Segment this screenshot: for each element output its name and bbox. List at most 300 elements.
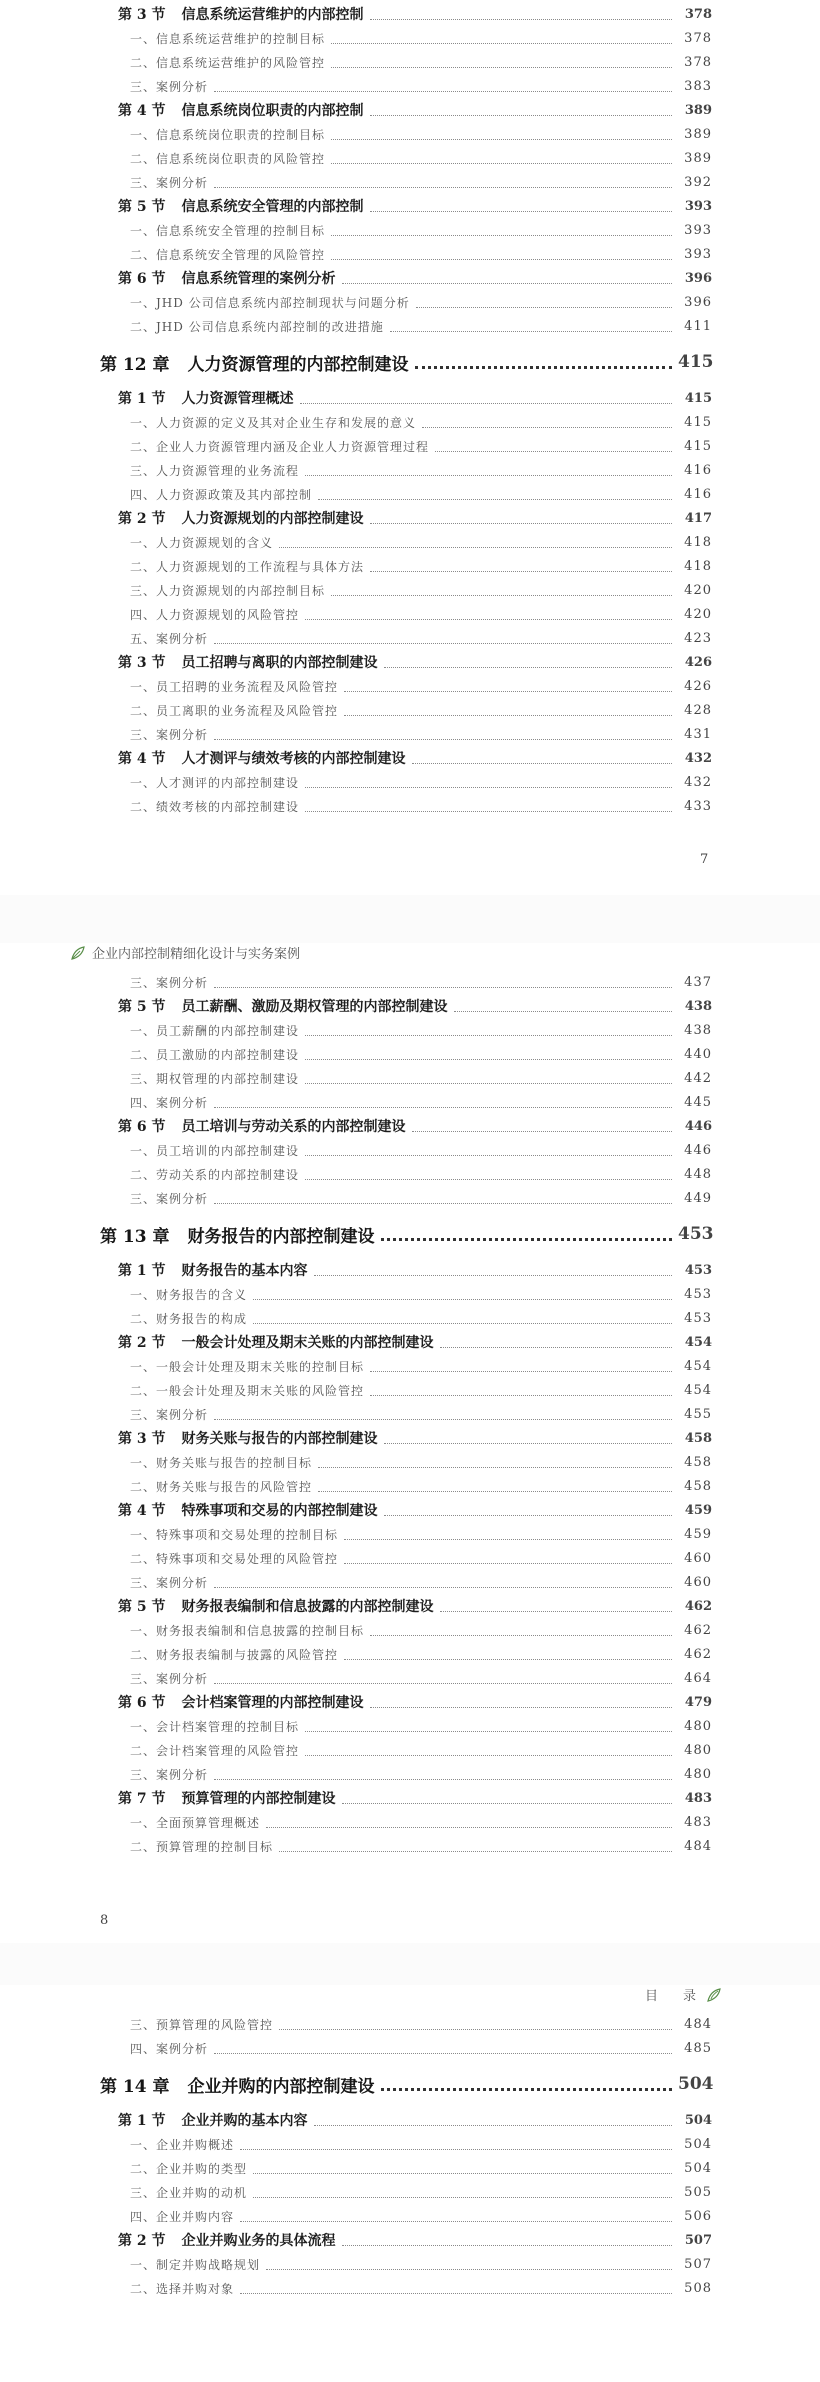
entry-page-number: 393 (684, 246, 712, 262)
entry-page-number: 442 (684, 1070, 712, 1086)
entry-page-number: 506 (684, 2208, 712, 2224)
subsection-entry[interactable] (100, 50, 712, 74)
subsection-entry[interactable] (100, 1762, 712, 1786)
entry-title: 一、JHD 公司信息系统内部控制现状与问题分析 (130, 295, 410, 310)
section-entry[interactable] (100, 386, 712, 410)
toc-page-1 (0, 0, 820, 895)
entry-page-number: 415 (684, 414, 712, 430)
subsection-entry[interactable] (100, 1042, 712, 1066)
entry-title: 信息系统安全管理的内部控制 (181, 199, 364, 215)
subsection-entry[interactable] (100, 2156, 712, 2180)
dot-leader (422, 427, 672, 428)
subsection-entry[interactable] (100, 458, 712, 482)
entry-page-number: 446 (684, 1118, 712, 1134)
toc-page-2 (0, 943, 820, 1943)
dot-leader (331, 235, 672, 236)
dot-leader (344, 1659, 672, 1660)
dot-leader (440, 1347, 673, 1348)
dot-leader (214, 1683, 672, 1684)
entry-page-number: 417 (684, 510, 712, 526)
entry-title: 三、预算管理的风险管控 (130, 2017, 274, 2032)
entry-label: 第 4 节 (118, 1503, 166, 1519)
entry-label: 第 6 节 (118, 1695, 166, 1711)
chapter-entry[interactable] (100, 1210, 712, 1258)
entry-page-number: 433 (684, 798, 712, 814)
entry-label: 第 3 节 (118, 7, 166, 23)
entry-title: 一、全面预算管理概述 (130, 1815, 261, 1830)
entry-title: 三、案例分析 (130, 975, 209, 990)
entry-page-number: 462 (684, 1598, 712, 1614)
leaf-icon (706, 1987, 722, 2003)
subsection-entry[interactable] (100, 1642, 712, 1666)
page-gap (0, 895, 820, 943)
entry-page-number: 454 (684, 1358, 712, 1374)
subsection-entry[interactable] (100, 698, 712, 722)
page-number: 7 (700, 852, 709, 867)
dot-leader (370, 571, 672, 572)
entry-title: 一、人才测评的内部控制建设 (130, 775, 300, 790)
section-entry[interactable] (100, 266, 712, 290)
dot-leader (331, 595, 672, 596)
subsection-entry[interactable] (100, 722, 712, 746)
entry-title: 人力资源管理的内部控制建设 (187, 354, 409, 375)
subsection-entry[interactable] (100, 1378, 712, 1402)
subsection-entry[interactable] (100, 410, 712, 434)
entry-title: 二、预算管理的控制目标 (130, 1839, 274, 1854)
entry-page-number: 445 (684, 1094, 712, 1110)
entry-page-number: 378 (684, 6, 712, 22)
section-entry[interactable] (100, 746, 712, 770)
entry-title: 二、信息系统运营维护的风险管控 (130, 55, 326, 70)
entry-title: 三、案例分析 (130, 175, 209, 190)
dot-leader (214, 1107, 672, 1108)
entry-title: 一、一般会计处理及期末关账的控制目标 (130, 1359, 365, 1374)
toc-list (100, 970, 712, 1858)
subsection-entry[interactable] (100, 554, 712, 578)
subsection-entry[interactable] (100, 770, 712, 794)
dot-leader (266, 1827, 672, 1828)
entry-title: 二、一般会计处理及期末关账的风险管控 (130, 1383, 365, 1398)
subsection-entry[interactable] (100, 602, 712, 626)
entry-label: 第 6 节 (118, 271, 166, 287)
section-entry[interactable] (100, 1330, 712, 1354)
entry-title: 员工薪酬、激励及期权管理的内部控制建设 (181, 999, 448, 1015)
subsection-entry[interactable] (100, 1738, 712, 1762)
entry-page-number: 392 (684, 174, 712, 190)
entry-title: 一、特殊事项和交易处理的控制目标 (130, 1527, 339, 1542)
subsection-entry[interactable] (100, 146, 712, 170)
subsection-entry[interactable] (100, 1090, 712, 1114)
entry-page-number: 479 (684, 1694, 712, 1710)
subsection-entry[interactable] (100, 1714, 712, 1738)
subsection-entry[interactable] (100, 530, 712, 554)
entry-title: 二、信息系统岗位职责的风险管控 (130, 151, 326, 166)
dot-leader (214, 91, 672, 92)
section-entry[interactable] (100, 2228, 712, 2252)
subsection-entry[interactable] (100, 482, 712, 506)
entry-title: 一、员工薪酬的内部控制建设 (130, 1023, 300, 1038)
entry-page-number: 460 (684, 1574, 712, 1590)
dot-leader (279, 547, 672, 548)
dot-leader (300, 403, 673, 404)
entry-label: 第 5 节 (118, 199, 166, 215)
entry-title: 企业并购的基本内容 (181, 2113, 308, 2129)
entry-title: 二、财务报表编制与披露的风险管控 (130, 1647, 339, 1662)
subsection-entry[interactable] (100, 218, 712, 242)
entry-label: 第 1 节 (118, 1263, 166, 1279)
entry-title: 二、人力资源规划的工作流程与具体方法 (130, 559, 365, 574)
subsection-entry[interactable] (100, 1474, 712, 1498)
entry-page-number: 393 (684, 198, 712, 214)
entry-title: 一般会计处理及期末关账的内部控制建设 (181, 1335, 434, 1351)
dot-leader (214, 2053, 672, 2054)
subsection-entry[interactable] (100, 242, 712, 266)
entry-page-number: 453 (678, 1224, 714, 1244)
section-entry[interactable] (100, 1594, 712, 1618)
page-gap (0, 1943, 820, 1985)
subsection-entry[interactable] (100, 122, 712, 146)
subsection-entry[interactable] (100, 1618, 712, 1642)
dot-leader (305, 1035, 672, 1036)
entry-title: 财务报告的基本内容 (181, 1263, 308, 1279)
entry-page-number: 459 (684, 1502, 712, 1518)
entry-page-number: 426 (684, 678, 712, 694)
entry-page-number: 504 (684, 2136, 712, 2152)
entry-page-number: 432 (684, 774, 712, 790)
subsection-entry[interactable] (100, 578, 712, 602)
dot-leader (253, 2173, 672, 2174)
page-number: 8 (100, 1913, 109, 1928)
entry-page-number: 431 (684, 726, 712, 742)
toc-list (100, 2, 712, 818)
entry-page-number: 415 (684, 390, 712, 406)
entry-page-number: 426 (684, 654, 712, 670)
section-entry[interactable] (100, 2, 712, 26)
entry-page-number: 438 (684, 998, 712, 1014)
entry-label: 第 4 节 (118, 103, 166, 119)
entry-label: 第 3 节 (118, 1431, 166, 1447)
entry-title: 二、财务关账与报告的风险管控 (130, 1479, 313, 1494)
dot-leader (390, 331, 672, 332)
running-head-title: 目 录 (645, 1989, 703, 2004)
dot-leader (305, 619, 672, 620)
section-entry[interactable] (100, 1786, 712, 1810)
section-entry[interactable] (100, 1498, 712, 1522)
section-entry[interactable] (100, 1114, 712, 1138)
entry-page-number: 480 (684, 1718, 712, 1734)
dot-leader (305, 1755, 672, 1756)
entry-title: 三、案例分析 (130, 1671, 209, 1686)
dot-leader (305, 475, 672, 476)
entry-title: 二、JHD 公司信息系统内部控制的改进措施 (130, 319, 384, 334)
subsection-entry[interactable] (100, 2012, 712, 2036)
entry-page-number: 420 (684, 582, 712, 598)
running-head (70, 943, 300, 962)
dot-leader (331, 259, 672, 260)
entry-page-number: 504 (678, 2074, 714, 2094)
entry-title: 二、企业并购的类型 (130, 2161, 248, 2176)
dot-leader (370, 19, 673, 20)
dot-leader (331, 67, 672, 68)
subsection-entry[interactable] (100, 1066, 712, 1090)
dot-leader (384, 667, 673, 668)
dot-leader (344, 1563, 672, 1564)
subsection-entry[interactable] (100, 1018, 712, 1042)
entry-page-number: 507 (684, 2256, 712, 2272)
dot-leader (305, 1179, 672, 1180)
dot-leader (342, 1803, 673, 1804)
entry-page-number: 393 (684, 222, 712, 238)
entry-title: 一、人力资源的定义及其对企业生存和发展的意义 (130, 415, 417, 430)
dot-leader (331, 43, 672, 44)
dot-leader (342, 2245, 673, 2246)
entry-label: 第 5 节 (118, 999, 166, 1015)
entry-page-number: 432 (684, 750, 712, 766)
subsection-entry[interactable] (100, 1282, 712, 1306)
entry-page-number: 420 (684, 606, 712, 622)
dot-leader (266, 2269, 672, 2270)
entry-page-number: 484 (684, 2016, 712, 2032)
entry-title: 三、人力资源管理的业务流程 (130, 463, 300, 478)
entry-label: 第 7 节 (118, 1791, 166, 1807)
entry-page-number: 458 (684, 1430, 712, 1446)
entry-page-number: 396 (684, 270, 712, 286)
entry-page-number: 453 (684, 1310, 712, 1326)
entry-page-number: 415 (678, 352, 714, 372)
entry-title: 四、人力资源规划的风险管控 (130, 607, 300, 622)
dot-leader (331, 139, 672, 140)
subsection-entry[interactable] (100, 1138, 712, 1162)
subsection-entry[interactable] (100, 794, 712, 818)
entry-title: 信息系统管理的案例分析 (181, 271, 336, 287)
entry-title: 一、财务报告的含义 (130, 1287, 248, 1302)
dot-leader (253, 1299, 672, 1300)
dot-leader (416, 307, 672, 308)
entry-title: 四、案例分析 (130, 1095, 209, 1110)
dot-leader (305, 1083, 672, 1084)
entry-title: 员工培训与劳动关系的内部控制建设 (181, 1119, 406, 1135)
toc-list (100, 2012, 712, 2300)
entry-page-number: 454 (684, 1334, 712, 1350)
entry-title: 一、信息系统运营维护的控制目标 (130, 31, 326, 46)
entry-page-number: 458 (684, 1478, 712, 1494)
entry-page-number: 423 (684, 630, 712, 646)
subsection-entry[interactable] (100, 1570, 712, 1594)
entry-page-number: 458 (684, 1454, 712, 1470)
entry-label: 第 2 节 (118, 2233, 166, 2249)
dot-leader (214, 1203, 672, 1204)
subsection-entry[interactable] (100, 2180, 712, 2204)
entry-page-number: 504 (684, 2160, 712, 2176)
running-head-title: 企业内部控制精细化设计与实务案例 (92, 947, 301, 962)
entry-title: 一、信息系统岗位职责的控制目标 (130, 127, 326, 142)
entry-title: 四、人力资源政策及其内部控制 (130, 487, 313, 502)
dot-leader (381, 2088, 673, 2091)
dot-leader (344, 691, 672, 692)
subsection-entry[interactable] (100, 674, 712, 698)
section-entry[interactable] (100, 2108, 712, 2132)
subsection-entry[interactable] (100, 290, 712, 314)
entry-title: 一、员工招聘的业务流程及风险管控 (130, 679, 339, 694)
dot-leader (240, 2149, 672, 2150)
dot-leader (331, 163, 672, 164)
entry-title: 二、员工激励的内部控制建设 (130, 1047, 300, 1062)
entry-page-number: 459 (684, 1526, 712, 1542)
entry-label: 第 14 章 (100, 2076, 170, 2097)
entry-title: 二、绩效考核的内部控制建设 (130, 799, 300, 814)
entry-title: 二、会计档案管理的风险管控 (130, 1743, 300, 1758)
entry-page-number: 449 (684, 1190, 712, 1206)
entry-title: 财务关账与报告的内部控制建设 (181, 1431, 378, 1447)
section-entry[interactable] (100, 506, 712, 530)
entry-title: 财务报表编制和信息披露的内部控制建设 (181, 1599, 434, 1615)
entry-page-number: 507 (684, 2232, 712, 2248)
dot-leader (384, 1443, 673, 1444)
entry-title: 二、员工离职的业务流程及风险管控 (130, 703, 339, 718)
subsection-entry[interactable] (100, 626, 712, 650)
entry-label: 第 12 章 (100, 354, 170, 375)
entry-title: 三、案例分析 (130, 79, 209, 94)
entry-title: 一、财务关账与报告的控制目标 (130, 1455, 313, 1470)
subsection-entry[interactable] (100, 2132, 712, 2156)
subsection-entry[interactable] (100, 1402, 712, 1426)
entry-title: 二、企业人力资源管理内涵及企业人力资源管理过程 (130, 439, 430, 454)
entry-page-number: 383 (684, 78, 712, 94)
entry-title: 企业并购业务的具体流程 (181, 2233, 336, 2249)
entry-title: 信息系统岗位职责的内部控制 (181, 103, 364, 119)
entry-title: 三、案例分析 (130, 1407, 209, 1422)
subsection-entry[interactable] (100, 2252, 712, 2276)
dot-leader (214, 739, 672, 740)
entry-title: 二、特殊事项和交易处理的风险管控 (130, 1551, 339, 1566)
dot-leader (305, 787, 672, 788)
entry-title: 一、制定并购战略规划 (130, 2257, 261, 2272)
section-entry[interactable] (100, 194, 712, 218)
dot-leader (305, 811, 672, 812)
entry-title: 二、财务报告的构成 (130, 1311, 248, 1326)
dot-leader (370, 1371, 672, 1372)
subsection-entry[interactable] (100, 1666, 712, 1690)
entry-title: 企业并购的内部控制建设 (187, 2076, 375, 2097)
dot-leader (370, 115, 673, 116)
entry-title: 三、案例分析 (130, 1767, 209, 1782)
entry-title: 三、案例分析 (130, 1191, 209, 1206)
subsection-entry[interactable] (100, 1522, 712, 1546)
subsection-entry[interactable] (100, 26, 712, 50)
dot-leader (435, 451, 672, 452)
entry-title: 一、企业并购概述 (130, 2137, 235, 2152)
dot-leader (314, 1275, 673, 1276)
section-entry[interactable] (100, 650, 712, 674)
entry-page-number: 438 (684, 1022, 712, 1038)
entry-page-number: 428 (684, 702, 712, 718)
entry-title: 预算管理的内部控制建设 (181, 1791, 336, 1807)
entry-page-number: 453 (684, 1262, 712, 1278)
entry-label: 第 1 节 (118, 2113, 166, 2129)
dot-leader (344, 1539, 672, 1540)
entry-label: 第 6 节 (118, 1119, 166, 1135)
dot-leader (318, 1491, 672, 1492)
subsection-entry[interactable] (100, 1162, 712, 1186)
subsection-entry[interactable] (100, 1810, 712, 1834)
subsection-entry[interactable] (100, 1546, 712, 1570)
section-entry[interactable] (100, 1690, 712, 1714)
dot-leader (344, 715, 672, 716)
subsection-entry[interactable] (100, 2204, 712, 2228)
entry-page-number: 454 (684, 1382, 712, 1398)
entry-title: 三、案例分析 (130, 727, 209, 742)
entry-title: 人才测评与绩效考核的内部控制建设 (181, 751, 406, 767)
section-entry[interactable] (100, 1258, 712, 1282)
entry-page-number: 378 (684, 54, 712, 70)
section-entry[interactable] (100, 994, 712, 1018)
dot-leader (214, 1419, 672, 1420)
subsection-entry[interactable] (100, 970, 712, 994)
subsection-entry[interactable] (100, 314, 712, 338)
dot-leader (370, 1707, 673, 1708)
entry-page-number: 448 (684, 1166, 712, 1182)
dot-leader (318, 499, 672, 500)
subsection-entry[interactable] (100, 2276, 712, 2300)
subsection-entry[interactable] (100, 74, 712, 98)
chapter-entry[interactable] (100, 2060, 712, 2108)
subsection-entry[interactable] (100, 1354, 712, 1378)
entry-label: 第 1 节 (118, 391, 166, 407)
entry-title: 一、信息系统安全管理的控制目标 (130, 223, 326, 238)
dot-leader (454, 1011, 673, 1012)
dot-leader (253, 2197, 672, 2198)
entry-page-number: 505 (684, 2184, 712, 2200)
dot-leader (214, 987, 672, 988)
subsection-entry[interactable] (100, 434, 712, 458)
entry-label: 第 4 节 (118, 751, 166, 767)
dot-leader (412, 763, 673, 764)
entry-page-number: 508 (684, 2280, 712, 2296)
entry-page-number: 462 (684, 1646, 712, 1662)
entry-title: 一、财务报表编制和信息披露的控制目标 (130, 1623, 365, 1638)
entry-title: 二、劳动关系的内部控制建设 (130, 1167, 300, 1182)
toc-page-3 (0, 1985, 820, 2382)
entry-page-number: 460 (684, 1550, 712, 1566)
subsection-entry[interactable] (100, 1834, 712, 1858)
dot-leader (342, 283, 673, 284)
entry-page-number: 504 (684, 2112, 712, 2128)
entry-title: 一、会计档案管理的控制目标 (130, 1719, 300, 1734)
entry-title: 人力资源规划的内部控制建设 (181, 511, 364, 527)
subsection-entry[interactable] (100, 1186, 712, 1210)
dot-leader (279, 1851, 672, 1852)
subsection-entry[interactable] (100, 170, 712, 194)
dot-leader (370, 1635, 672, 1636)
subsection-entry[interactable] (100, 1450, 712, 1474)
dot-leader (253, 1323, 672, 1324)
entry-title: 四、企业并购内容 (130, 2209, 235, 2224)
dot-leader (370, 1395, 672, 1396)
subsection-entry[interactable] (100, 1306, 712, 1330)
subsection-entry[interactable] (100, 2036, 712, 2060)
entry-title: 二、选择并购对象 (130, 2281, 235, 2296)
dot-leader (214, 1587, 672, 1588)
dot-leader (214, 1779, 672, 1780)
entry-title: 信息系统运营维护的内部控制 (181, 7, 364, 23)
entry-page-number: 416 (684, 462, 712, 478)
section-entry[interactable] (100, 1426, 712, 1450)
entry-page-number: 416 (684, 486, 712, 502)
entry-label: 第 2 节 (118, 1335, 166, 1351)
chapter-entry[interactable] (100, 338, 712, 386)
section-entry[interactable] (100, 98, 712, 122)
entry-title: 三、企业并购的动机 (130, 2185, 248, 2200)
